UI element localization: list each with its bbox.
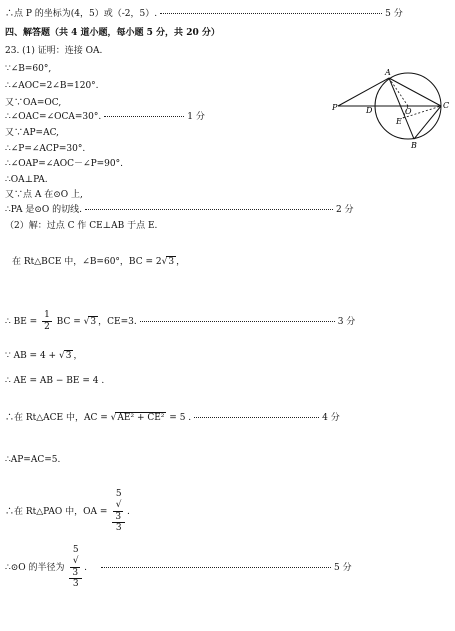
solution-line-score	[5, 412, 340, 424]
text: ∴在 Rt△PAO 中，OA =	[5, 507, 108, 517]
line-ac	[389, 78, 441, 106]
score-label: 5 分	[334, 563, 352, 573]
solution-line: ∴ AE = AB − BE = 4 .	[5, 376, 105, 386]
text: = 5 .	[169, 413, 192, 423]
proof-line: ∴∠AOC=2∠B=120°.	[5, 81, 99, 91]
solution-line: ∴AP=AC=5.	[5, 455, 61, 465]
problem-23-part2: （2）解：过点 C 作 CE⊥AB 于点 E.	[5, 221, 158, 231]
score-label: 5 分	[385, 9, 403, 19]
denominator: 2	[44, 322, 50, 332]
section-heading: 四、解答题（共 4 道小题，每小题 5 分，共 20 分）	[5, 28, 220, 38]
radicand: 3	[65, 351, 72, 361]
label-e: E	[396, 117, 402, 126]
radical-sign: √	[161, 257, 168, 267]
line-point-p-coordinates	[5, 8, 403, 20]
numerator-coef: 5	[72, 545, 79, 555]
text: ∴点 P 的坐标为(4，5）或（-2，5）.	[5, 9, 158, 19]
label-c: C	[443, 101, 450, 110]
label-b: B	[411, 141, 417, 150]
text: ∴在 Rt△ACE 中，AC =	[5, 413, 108, 423]
text: ，	[176, 257, 186, 267]
solution-line	[12, 256, 185, 268]
solution-line-score	[5, 310, 355, 333]
radicand: 3	[72, 568, 79, 578]
proof-line-score	[5, 111, 205, 123]
leader-dots	[101, 567, 331, 568]
text: ，	[73, 351, 83, 361]
radicand: 3	[115, 512, 122, 522]
text: BC =	[56, 317, 81, 327]
numerator	[112, 489, 125, 523]
text: ∵ AB = 4 +	[5, 351, 57, 361]
denominator: 3	[115, 523, 122, 533]
text: .	[127, 507, 130, 517]
radical-sign: √	[115, 500, 122, 510]
score-label: 1 分	[187, 112, 205, 122]
leader-dots	[140, 321, 335, 322]
leader-dots	[194, 417, 319, 418]
label-o: O	[405, 107, 412, 116]
leader-dots	[104, 116, 184, 117]
text: ∴∠OAC=∠OCA=30°.	[5, 112, 102, 122]
radical-sign: √	[72, 556, 79, 566]
text: ，CE=3.	[98, 317, 137, 327]
score-label: 4 分	[322, 413, 340, 423]
radicand: AE² + CE²	[117, 413, 165, 423]
numerator	[69, 545, 82, 579]
solution-line	[5, 350, 82, 362]
proof-line: ∴∠P=∠ACP=30°.	[5, 144, 86, 154]
score-label: 2 分	[335, 205, 354, 215]
label-d: D	[366, 106, 373, 115]
fraction	[112, 489, 125, 534]
geometry-figure	[332, 66, 450, 150]
proof-line: 又∵AP=AC,	[5, 128, 60, 138]
score-label: 3 分	[337, 317, 356, 327]
text: ∴ BE =	[5, 317, 38, 327]
denominator: 3	[72, 579, 79, 589]
label-p: P	[332, 103, 338, 112]
proof-line-score	[5, 204, 354, 216]
proof-line: ∴∠OAP=∠AOC－∠P=90°.	[5, 159, 123, 169]
solution-line	[5, 489, 130, 534]
line-pa	[338, 78, 389, 106]
numerator: 1	[44, 310, 50, 320]
radical-sign: √	[58, 351, 65, 361]
text: 在 Rt△BCE 中，∠B=60°，BC = 2	[12, 257, 162, 267]
text: .	[84, 563, 87, 573]
solution-line-score	[5, 545, 352, 590]
label-a: A	[385, 68, 391, 77]
numerator-coef: 5	[115, 489, 122, 499]
proof-line: ∴OA⊥PA.	[5, 175, 48, 185]
proof-line: ∵∠B=60°,	[5, 64, 52, 74]
text: ∴⊙O 的半径为	[5, 563, 65, 573]
radical-sign: √	[110, 413, 117, 423]
text: ∴PA 是⊙O 的切线.	[5, 205, 82, 215]
proof-line: 又∵点 A 在⊙O 上,	[5, 190, 83, 200]
leader-dots	[85, 209, 333, 210]
leader-dots	[160, 13, 382, 14]
fraction	[69, 545, 82, 590]
proof-line: 又∵OA=OC,	[5, 98, 62, 108]
radicand: 3	[168, 257, 175, 267]
fraction	[42, 310, 52, 333]
radical-sign: √	[83, 317, 90, 327]
radicand: 3	[90, 317, 97, 327]
problem-23-part1: 23. (1) 证明：连接 OA.	[5, 46, 103, 56]
